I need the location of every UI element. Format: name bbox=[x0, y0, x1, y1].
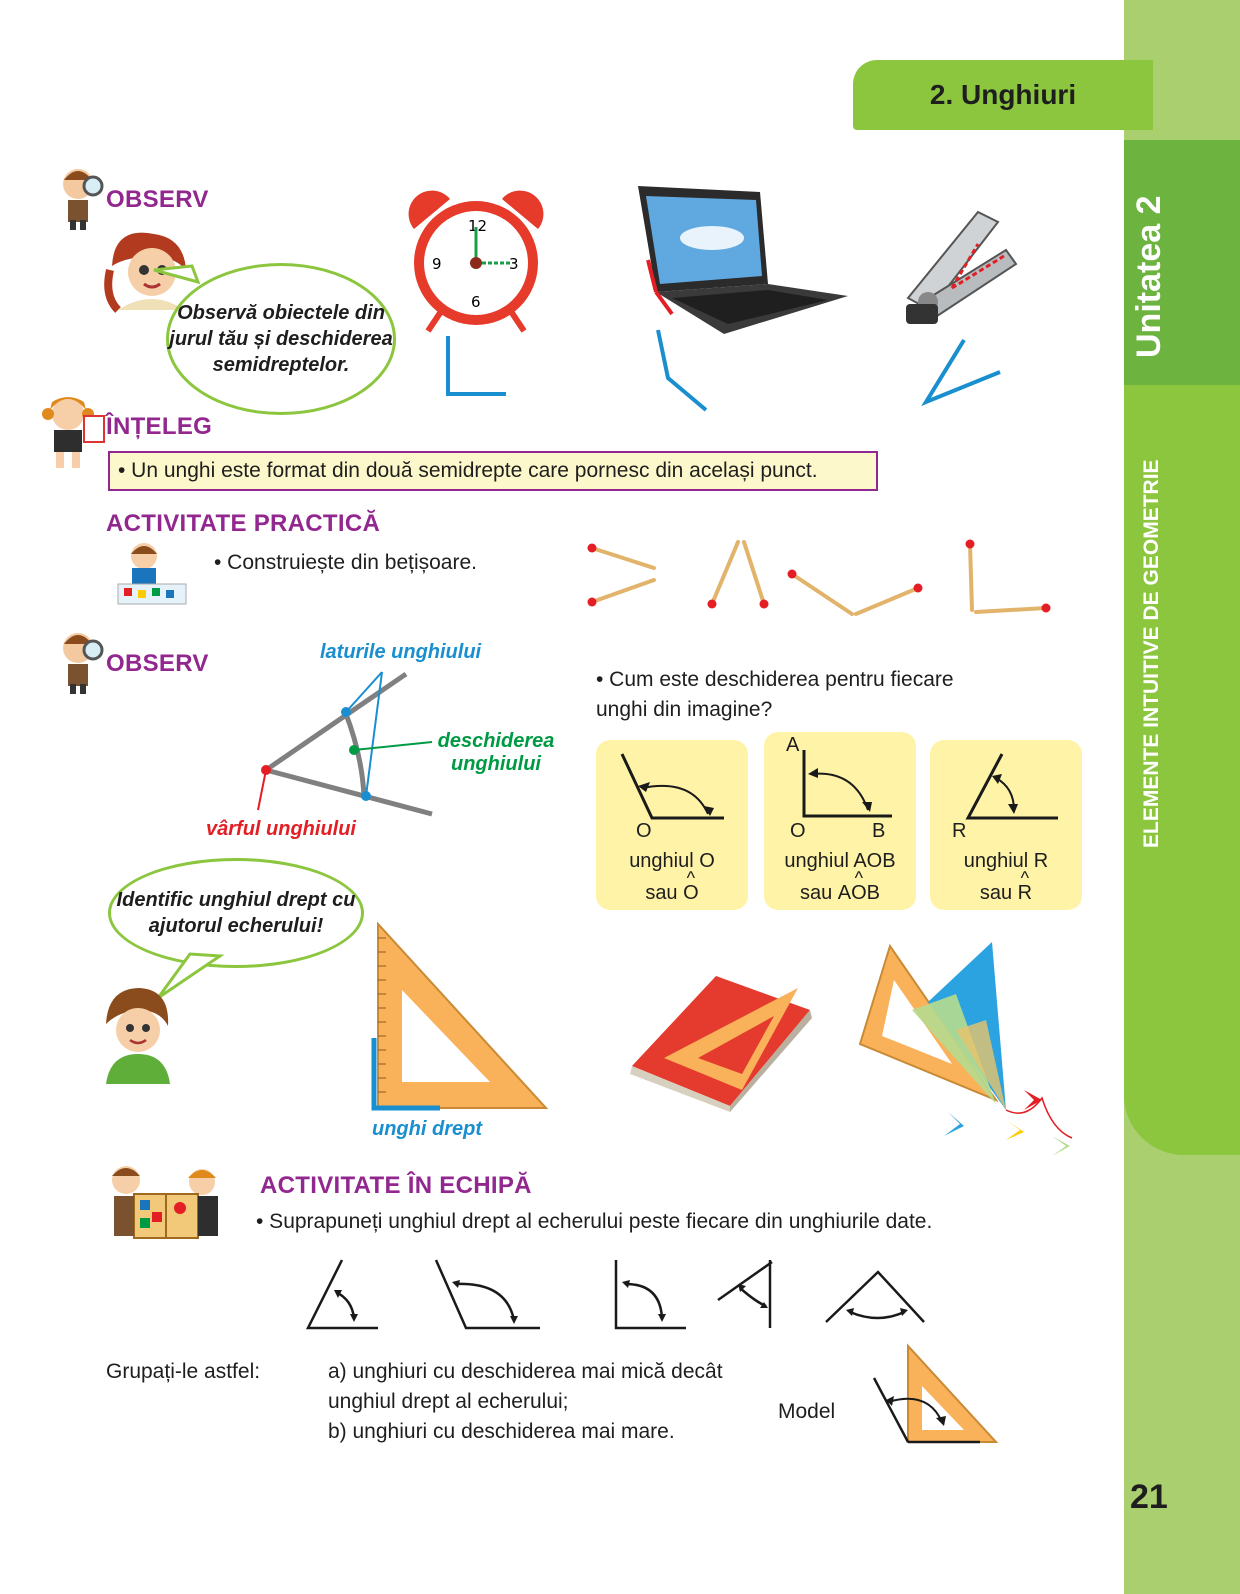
card3-alt-prefix: sau bbox=[979, 882, 1018, 904]
svg-text:9: 9 bbox=[432, 255, 442, 273]
clock-angle-icon bbox=[440, 334, 510, 400]
card2-letter-a: A bbox=[786, 734, 800, 756]
section-heading-practical: ACTIVITATE PRACTICĂ bbox=[106, 510, 381, 537]
nail-clipper-icon bbox=[900, 206, 1020, 332]
angle-card-o bbox=[596, 740, 748, 910]
practical-instruction: • Construiește din bețișoare. bbox=[214, 551, 477, 574]
option-a-line-1: a) unghiuri cu deschiderea mai mică decât bbox=[328, 1360, 723, 1383]
label-angle-opening bbox=[436, 730, 556, 776]
section-heading-inteleg: ÎNȚELEG bbox=[106, 413, 213, 440]
page-number: 21 bbox=[1130, 1478, 1168, 1516]
svg-text:3: 3 bbox=[509, 255, 519, 273]
speech-bubble-tail bbox=[152, 262, 200, 292]
card3-alt bbox=[930, 882, 1082, 905]
option-a-line-2: unghiul drept al echerului; bbox=[328, 1390, 569, 1413]
page-title: 2. Unghiuri bbox=[853, 60, 1153, 130]
label-angle-vertex: vârful unghiului bbox=[206, 818, 356, 840]
definition-box: • Un unghi este format din două semidrepte care pornesc din același punct. bbox=[108, 451, 878, 491]
option-b: b) unghiuri cu deschiderea mai mare. bbox=[328, 1420, 675, 1443]
svg-text:12: 12 bbox=[468, 217, 488, 235]
card1-name: unghiul O bbox=[629, 850, 715, 872]
label-opening-line-2: unghiului bbox=[451, 753, 541, 775]
boy-magnifier-icon bbox=[58, 162, 108, 232]
angle-o-icon bbox=[612, 748, 732, 832]
label-right-angle: unghi drept bbox=[372, 1118, 482, 1140]
model-set-square-icon bbox=[868, 1342, 1000, 1446]
boy-magnifier-icon-2 bbox=[58, 626, 108, 696]
book-set-square-icon bbox=[624, 966, 814, 1112]
set-square-icon bbox=[368, 918, 552, 1114]
group-label: Grupați-le astfel: bbox=[106, 1360, 261, 1383]
card3-alt-symbol: ^ R bbox=[1018, 882, 1032, 905]
svg-text:6: 6 bbox=[471, 293, 481, 311]
alarm-clock-icon bbox=[404, 185, 549, 335]
speech-bubble-observe: Observă obiectele din jurul tău și deschiderea semidreptelor. bbox=[166, 263, 396, 415]
card1-letter-o: O bbox=[636, 820, 652, 842]
clipper-angle-icon bbox=[920, 336, 1004, 408]
team-instruction: • Suprapuneți unghiul drept al echerului peste fiecare din unghiurile date. bbox=[256, 1210, 933, 1233]
girl-reading-icon bbox=[34, 388, 110, 472]
woman-teacher-icon bbox=[100, 984, 174, 1088]
model-label: Model bbox=[778, 1400, 836, 1423]
speech-bubble-echer: Identific unghiul drept cu ajutorul echerului! bbox=[108, 858, 364, 968]
laptop-angle-icon bbox=[654, 326, 710, 414]
card2-letter-b: B bbox=[872, 820, 886, 842]
card2-alt-symbol: ^ AOB bbox=[838, 882, 880, 905]
section-heading-team: ACTIVITATE ÎN ECHIPĂ bbox=[260, 1172, 532, 1199]
section-heading-observ-2: OBSERV bbox=[106, 650, 209, 677]
angle-parts-diagram bbox=[250, 664, 450, 834]
practice-angles-icon bbox=[300, 1252, 940, 1336]
angle-card-aob bbox=[764, 732, 916, 910]
card2-letter-o: O bbox=[790, 820, 806, 842]
card1-alt-symbol: ^ O bbox=[683, 882, 699, 905]
question-line-1: • Cum este deschiderea pentru fiecare bbox=[596, 668, 954, 691]
card3-letter-r: R bbox=[952, 820, 967, 842]
question-line-2: unghi din imagine? bbox=[596, 698, 773, 721]
angle-aob-icon bbox=[784, 744, 904, 832]
colored-triangles-icon bbox=[856, 940, 1076, 1162]
card2-alt-prefix: sau bbox=[799, 882, 838, 904]
matchstick-angles-icon bbox=[578, 536, 1058, 620]
section-heading-observ: OBSERV bbox=[106, 186, 209, 213]
card2-name: unghiul AOB bbox=[784, 850, 896, 872]
children-book-icon bbox=[104, 1160, 224, 1244]
card1-alt bbox=[596, 882, 748, 905]
chapter-label: ELEMENTE INTUITIVE DE GEOMETRIE bbox=[1140, 459, 1163, 848]
unit-label: Unitatea 2 bbox=[1130, 195, 1168, 358]
card1-alt-prefix: sau bbox=[645, 882, 684, 904]
laptop-icon bbox=[632, 180, 862, 340]
label-opening-line-1: deschiderea bbox=[437, 730, 555, 752]
angle-card-r bbox=[930, 740, 1082, 910]
card2-alt bbox=[764, 882, 916, 905]
card3-name: unghiul R bbox=[963, 850, 1049, 872]
child-playing-icon bbox=[104, 538, 194, 608]
label-angle-sides: laturile unghiului bbox=[320, 641, 482, 663]
